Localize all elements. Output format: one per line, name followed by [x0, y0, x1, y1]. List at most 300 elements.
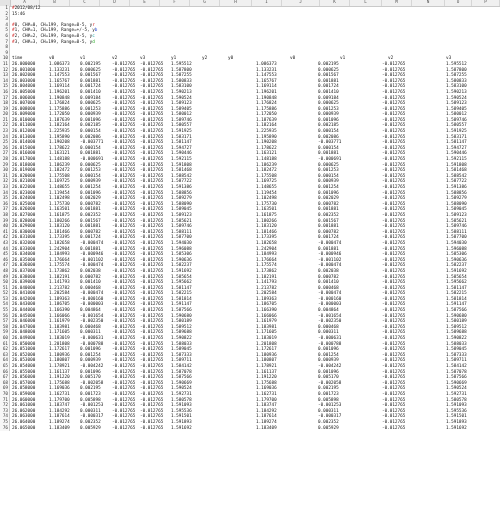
- table-cell[interactable]: -0.012765: [382, 341, 406, 347]
- table-cell[interactable]: -0.012765: [382, 324, 406, 330]
- table-cell[interactable]: -0.012765: [382, 95, 406, 101]
- table-cell[interactable]: 1.587255: [446, 73, 467, 79]
- row-number[interactable]: 67: [0, 375, 10, 381]
- channel-config-cell[interactable]: #0, CH#=0, CH=199, Range=0-5, yr: [12, 22, 95, 28]
- table-cell[interactable]: 1.182658: [49, 240, 70, 246]
- table-cell[interactable]: 1.119454: [49, 190, 70, 196]
- table-cell[interactable]: 0.001253: [318, 106, 339, 112]
- table-cell[interactable]: -0.012765: [112, 78, 136, 84]
- table-cell[interactable]: 1.585306: [171, 252, 192, 258]
- row-number[interactable]: 35: [0, 196, 10, 202]
- table-cell[interactable]: 1.588111: [171, 229, 192, 235]
- table-cell[interactable]: -0.012765: [140, 313, 164, 319]
- table-cell[interactable]: -0.012765: [382, 106, 406, 112]
- table-cell[interactable]: -0.012765: [382, 224, 406, 230]
- table-cell[interactable]: 0.001096: [80, 347, 101, 353]
- table-cell[interactable]: 0.002029: [318, 196, 339, 202]
- table-cell[interactable]: 1.587700: [446, 235, 467, 241]
- table-cell[interactable]: 26.052000: [12, 352, 36, 358]
- table-cell[interactable]: 26.055000: [12, 369, 36, 375]
- table-cell[interactable]: -0.012765: [382, 252, 406, 258]
- table-cell[interactable]: 1.589711: [446, 358, 467, 364]
- table-cell[interactable]: -0.000631: [80, 336, 104, 342]
- table-cell[interactable]: 0.000154: [318, 145, 339, 151]
- table-cell[interactable]: 0.001723: [80, 391, 101, 397]
- table-cell[interactable]: 1.587800: [446, 67, 467, 73]
- table-cell[interactable]: 26.049000: [12, 336, 36, 342]
- table-cell[interactable]: 0.001096: [318, 369, 339, 375]
- table-cell[interactable]: 1.183409: [49, 425, 70, 431]
- table-cell[interactable]: 1.580012: [171, 112, 192, 118]
- table-cell[interactable]: -0.012765: [382, 263, 406, 269]
- table-cell[interactable]: -0.012765: [112, 397, 136, 403]
- column-header[interactable]: N: [412, 0, 445, 6]
- table-cell[interactable]: -0.012765: [382, 352, 406, 358]
- table-cell[interactable]: 0.002352: [80, 419, 101, 425]
- row-number[interactable]: 56: [0, 314, 10, 320]
- table-cell[interactable]: 26.024000: [12, 196, 36, 202]
- table-cell[interactable]: -0.012765: [112, 403, 136, 409]
- table-cell[interactable]: 1.582237: [446, 263, 467, 269]
- table-cell[interactable]: 1.175688: [256, 380, 277, 386]
- table-cell[interactable]: -0.012765: [140, 285, 164, 291]
- table-cell[interactable]: 1.580578: [171, 397, 192, 403]
- table-cell[interactable]: -0.012765: [382, 386, 406, 392]
- table-cell[interactable]: -0.012765: [140, 201, 164, 207]
- table-cell[interactable]: -0.012765: [140, 280, 164, 286]
- table-cell[interactable]: -0.012765: [382, 168, 406, 174]
- table-cell[interactable]: 1.119454: [256, 190, 277, 196]
- table-cell[interactable]: 0.001567: [318, 218, 339, 224]
- table-cell[interactable]: 1.190208: [256, 140, 277, 146]
- table-cell[interactable]: 26.009000: [12, 112, 36, 118]
- table-cell[interactable]: 1.195890: [49, 134, 70, 140]
- table-cell[interactable]: -0.012765: [382, 391, 406, 397]
- table-cell[interactable]: 1.147553: [256, 73, 277, 79]
- table-cell[interactable]: 1.196201: [256, 89, 277, 95]
- table-cell[interactable]: 1.589746: [171, 224, 192, 230]
- column-header[interactable]: L: [350, 0, 382, 6]
- table-cell[interactable]: 1.590446: [446, 151, 467, 157]
- table-cell[interactable]: -0.012765: [140, 296, 164, 302]
- table-cell[interactable]: 26.015000: [12, 145, 36, 151]
- row-number[interactable]: 49: [0, 275, 10, 281]
- table-cell[interactable]: 1.590524: [446, 386, 467, 392]
- table-cell[interactable]: 1.589123: [446, 212, 467, 218]
- table-cell[interactable]: -0.012765: [112, 425, 136, 431]
- channel-config-cell[interactable]: #2, CH#=2, CH=199, Range=0-5, yc: [12, 33, 95, 39]
- row-number[interactable]: 27: [0, 151, 10, 157]
- table-cell[interactable]: 1.195890: [256, 134, 277, 140]
- table-cell[interactable]: 26.065000: [12, 425, 36, 431]
- table-cell[interactable]: 1.178921: [49, 364, 70, 369]
- table-cell[interactable]: 1.589405: [446, 106, 467, 112]
- table-cell[interactable]: 0.005898: [318, 397, 339, 403]
- table-cell[interactable]: 0.005170: [80, 375, 101, 381]
- table-cell[interactable]: 0.001410: [80, 280, 101, 286]
- table-cell[interactable]: 26.029000: [12, 224, 36, 230]
- table-cell[interactable]: -0.012765: [140, 291, 164, 297]
- table-cell[interactable]: -0.000946: [318, 252, 342, 258]
- table-cell[interactable]: 0.002038: [318, 268, 339, 274]
- table-cell[interactable]: -0.012765: [112, 369, 136, 375]
- table-cell[interactable]: 0.001253: [80, 106, 101, 112]
- table-header-cell[interactable]: v2: [388, 56, 394, 62]
- table-cell[interactable]: -0.000788: [318, 341, 342, 347]
- table-cell[interactable]: 1.580557: [171, 123, 192, 129]
- table-cell[interactable]: 26.027000: [12, 212, 36, 218]
- row-number[interactable]: 4: [0, 23, 10, 29]
- table-cell[interactable]: -0.000003: [318, 302, 342, 308]
- table-cell[interactable]: 1.182472: [256, 168, 277, 174]
- table-cell[interactable]: -0.012765: [112, 112, 136, 118]
- table-cell[interactable]: 1.102498: [256, 196, 277, 202]
- table-cell[interactable]: 1.183747: [49, 403, 70, 409]
- table-cell[interactable]: 1.580189: [446, 319, 467, 325]
- row-number[interactable]: 51: [0, 286, 10, 292]
- table-cell[interactable]: 1.591692: [171, 425, 192, 431]
- table-cell[interactable]: -0.012765: [112, 268, 136, 274]
- table-cell[interactable]: -0.000691: [318, 157, 342, 163]
- table-cell[interactable]: 1.588090: [171, 201, 192, 207]
- table-cell[interactable]: -0.012765: [112, 313, 136, 319]
- table-cell[interactable]: -0.012765: [382, 274, 406, 280]
- table-cell[interactable]: -0.012765: [382, 291, 406, 297]
- table-cell[interactable]: -0.012765: [382, 123, 406, 129]
- row-number[interactable]: 58: [0, 325, 10, 331]
- table-cell[interactable]: 0.001254: [318, 352, 339, 358]
- row-number[interactable]: 65: [0, 364, 10, 370]
- table-cell[interactable]: -0.012765: [140, 257, 164, 263]
- table-cell[interactable]: 0.002086: [318, 134, 339, 140]
- table-cell[interactable]: -0.000160: [80, 296, 104, 302]
- table-cell[interactable]: -0.012765: [140, 308, 164, 314]
- table-cell[interactable]: -0.012765: [140, 252, 164, 258]
- row-number[interactable]: 61: [0, 342, 10, 348]
- table-cell[interactable]: -0.000160: [318, 296, 342, 302]
- table-cell[interactable]: 1.587333: [171, 352, 192, 358]
- table-cell[interactable]: -0.000474: [80, 291, 104, 297]
- table-cell[interactable]: -0.012765: [140, 274, 164, 280]
- table-cell[interactable]: 1.169036: [49, 386, 70, 392]
- table-cell[interactable]: 1.584142: [446, 364, 467, 369]
- column-header[interactable]: I: [252, 0, 282, 6]
- table-cell[interactable]: -0.012765: [112, 145, 136, 151]
- table-cell[interactable]: 1.581147: [446, 140, 467, 146]
- table-cell[interactable]: 1.187614: [49, 414, 70, 420]
- table-cell[interactable]: 1.242904: [256, 246, 277, 252]
- table-cell[interactable]: -0.012765: [140, 352, 164, 358]
- table-cell[interactable]: 26.012000: [12, 129, 36, 135]
- table-cell[interactable]: -0.012765: [382, 145, 406, 151]
- column-header[interactable]: P: [472, 0, 500, 6]
- table-cell[interactable]: -0.012765: [382, 61, 406, 67]
- table-cell[interactable]: 0.000625: [318, 162, 339, 168]
- table-cell[interactable]: 1.588542: [171, 173, 192, 179]
- table-cell[interactable]: 1.588090: [446, 201, 467, 207]
- table-cell[interactable]: -0.012765: [112, 358, 136, 364]
- table-cell[interactable]: -0.012765: [112, 151, 136, 157]
- column-header[interactable]: E: [130, 0, 160, 6]
- table-cell[interactable]: 1.184292: [256, 408, 277, 414]
- table-cell[interactable]: -0.012765: [112, 285, 136, 291]
- table-cell[interactable]: 1.184993: [256, 252, 277, 258]
- table-cell[interactable]: -0.012765: [112, 308, 136, 314]
- table-cell[interactable]: 1.588111: [446, 229, 467, 235]
- table-cell[interactable]: -0.012765: [382, 140, 406, 146]
- table-cell[interactable]: -0.000474: [318, 240, 342, 246]
- table-cell[interactable]: 1.133231: [256, 67, 277, 73]
- table-cell[interactable]: -0.012765: [140, 212, 164, 218]
- table-cell[interactable]: -0.012765: [112, 117, 136, 123]
- table-cell[interactable]: 1.166066: [49, 313, 70, 319]
- table-cell[interactable]: -0.012765: [382, 364, 406, 369]
- table-cell[interactable]: 1.201808: [49, 341, 70, 347]
- table-cell[interactable]: -0.012765: [382, 201, 406, 207]
- table-cell[interactable]: 0.002185: [80, 123, 101, 129]
- table-cell[interactable]: -0.012765: [140, 235, 164, 241]
- table-header-cell[interactable]: v0: [290, 56, 296, 62]
- table-cell[interactable]: 26.060000: [12, 397, 36, 403]
- table-cell[interactable]: 1.589045: [446, 347, 467, 353]
- table-cell[interactable]: 1.191220: [49, 375, 70, 381]
- table-cell[interactable]: -0.012765: [382, 280, 406, 286]
- table-cell[interactable]: 0.001723: [318, 391, 339, 397]
- table-cell[interactable]: 26.007000: [12, 101, 36, 107]
- table-cell[interactable]: 1.587333: [446, 352, 467, 358]
- table-cell[interactable]: 1.165767: [49, 78, 70, 84]
- table-cell[interactable]: 26.063000: [12, 414, 36, 420]
- table-cell[interactable]: -0.012765: [140, 61, 164, 67]
- table-cell[interactable]: -0.012765: [382, 207, 406, 213]
- table-cell[interactable]: 26.014000: [12, 140, 36, 146]
- table-cell[interactable]: 26.054000: [12, 364, 36, 369]
- table-cell[interactable]: 1.141793: [256, 280, 277, 286]
- table-cell[interactable]: 0.001881: [80, 151, 101, 157]
- table-cell[interactable]: 0.000939: [80, 112, 101, 118]
- table-cell[interactable]: 1.180936: [256, 352, 277, 358]
- table-cell[interactable]: 1.161875: [256, 212, 277, 218]
- table-cell[interactable]: 1.594030: [171, 240, 192, 246]
- date-cell[interactable]: #2012/08/12: [12, 6, 41, 11]
- table-cell[interactable]: 0.000939: [80, 179, 101, 185]
- table-cell[interactable]: -0.000474: [318, 263, 342, 269]
- table-cell[interactable]: 1.187639: [49, 117, 70, 123]
- table-cell[interactable]: -0.012765: [140, 78, 164, 84]
- table-cell[interactable]: 1.178622: [49, 145, 70, 151]
- table-cell[interactable]: -0.012765: [382, 257, 406, 263]
- table-cell[interactable]: 26.041000: [12, 291, 36, 297]
- table-cell[interactable]: 26.047000: [12, 324, 36, 330]
- row-number[interactable]: 1: [0, 6, 10, 12]
- table-cell[interactable]: 26.030000: [12, 229, 36, 235]
- table-cell[interactable]: 1.163501: [256, 207, 277, 213]
- table-cell[interactable]: -0.012765: [112, 229, 136, 235]
- table-cell[interactable]: 1.175688: [49, 380, 70, 386]
- table-cell[interactable]: -0.012765: [112, 185, 136, 190]
- table-cell[interactable]: 26.005000: [12, 89, 36, 95]
- column-header[interactable]: M: [382, 0, 412, 6]
- table-cell[interactable]: 0.005929: [318, 425, 339, 431]
- row-number[interactable]: 43: [0, 241, 10, 247]
- table-cell[interactable]: -0.002350: [80, 319, 104, 325]
- table-cell[interactable]: 1.583100: [171, 84, 192, 90]
- table-cell[interactable]: -0.012765: [140, 179, 164, 185]
- table-cell[interactable]: 0.002038: [80, 268, 101, 274]
- table-cell[interactable]: 1.148188: [256, 157, 277, 163]
- row-number[interactable]: 72: [0, 403, 10, 409]
- table-cell[interactable]: -0.012765: [112, 67, 136, 73]
- row-number[interactable]: 48: [0, 269, 10, 275]
- table-cell[interactable]: 1.169725: [256, 179, 277, 185]
- table-cell[interactable]: -0.012765: [112, 280, 136, 286]
- table-cell[interactable]: 0.000154: [80, 145, 101, 151]
- table-cell[interactable]: 1.190208: [49, 140, 70, 146]
- table-cell[interactable]: -0.012765: [140, 229, 164, 235]
- table-cell[interactable]: 0.000468: [318, 285, 339, 291]
- table-header-cell[interactable]: y1: [171, 56, 177, 62]
- table-cell[interactable]: 1.161979: [49, 319, 70, 325]
- table-cell[interactable]: -0.001253: [80, 403, 104, 409]
- row-number[interactable]: 64: [0, 358, 10, 364]
- table-cell[interactable]: 1.589123: [446, 101, 467, 107]
- table-cell[interactable]: 1.590680: [446, 313, 467, 319]
- table-cell[interactable]: 26.032000: [12, 240, 36, 246]
- table-cell[interactable]: -0.012765: [382, 84, 406, 90]
- table-cell[interactable]: 0.001567: [80, 218, 101, 224]
- row-number[interactable]: 24: [0, 135, 10, 141]
- table-cell[interactable]: 1.591808: [171, 162, 192, 168]
- table-cell[interactable]: 26.002000: [12, 73, 36, 79]
- table-cell[interactable]: -0.012765: [112, 190, 136, 196]
- table-cell[interactable]: 1.161875: [49, 212, 70, 218]
- table-cell[interactable]: -0.012765: [112, 61, 136, 67]
- table-cell[interactable]: -0.012765: [382, 285, 406, 291]
- table-cell[interactable]: 1.583171: [171, 134, 192, 140]
- table-cell[interactable]: 0.000939: [80, 358, 101, 364]
- table-cell[interactable]: 1.590446: [171, 151, 192, 157]
- table-cell[interactable]: -0.012765: [382, 212, 406, 218]
- table-cell[interactable]: -0.012765: [112, 291, 136, 297]
- table-cell[interactable]: -0.012765: [382, 397, 406, 403]
- table-cell[interactable]: 1.596088: [171, 246, 192, 252]
- row-number[interactable]: 38: [0, 213, 10, 219]
- table-cell[interactable]: 1.591501: [446, 414, 467, 420]
- table-cell[interactable]: -0.012765: [382, 308, 406, 314]
- table-cell[interactable]: -0.012765: [140, 218, 164, 224]
- table-cell[interactable]: 1.172617: [49, 347, 70, 353]
- table-cell[interactable]: 1.161137: [49, 369, 70, 375]
- row-number[interactable]: 28: [0, 157, 10, 163]
- table-cell[interactable]: 1.173862: [256, 268, 277, 274]
- table-cell[interactable]: 1.590213: [171, 89, 192, 95]
- table-cell[interactable]: 0.002195: [80, 386, 101, 392]
- table-cell[interactable]: 1.587566: [171, 375, 192, 381]
- table-cell[interactable]: 0.002195: [318, 386, 339, 392]
- table-cell[interactable]: 1.147553: [49, 73, 70, 79]
- row-number[interactable]: 23: [0, 129, 10, 135]
- table-cell[interactable]: 1.176824: [256, 101, 277, 107]
- table-cell[interactable]: -0.012765: [140, 196, 164, 202]
- table-cell[interactable]: -0.012765: [112, 336, 136, 342]
- row-number[interactable]: 34: [0, 191, 10, 197]
- table-cell[interactable]: 0.002185: [318, 123, 339, 129]
- table-cell[interactable]: -0.012765: [112, 408, 136, 414]
- table-cell[interactable]: -0.012765: [140, 263, 164, 269]
- row-number[interactable]: 10: [0, 56, 10, 62]
- row-number[interactable]: 57: [0, 319, 10, 325]
- table-cell[interactable]: -0.012765: [140, 336, 164, 342]
- table-cell[interactable]: -0.001253: [318, 403, 342, 409]
- table-cell[interactable]: 1.585306: [446, 252, 467, 258]
- table-cell[interactable]: 1.591692: [446, 268, 467, 274]
- table-cell[interactable]: 1.592115: [171, 157, 192, 163]
- table-cell[interactable]: 1.589045: [171, 347, 192, 353]
- table-cell[interactable]: -0.002058: [318, 380, 342, 386]
- column-header[interactable]: G: [190, 0, 220, 6]
- table-cell[interactable]: -0.012765: [382, 302, 406, 308]
- table-cell[interactable]: -0.012765: [112, 162, 136, 168]
- row-number[interactable]: 70: [0, 392, 10, 398]
- table-cell[interactable]: 1.166390: [49, 308, 70, 314]
- table-cell[interactable]: 0.000311: [80, 330, 101, 336]
- table-cell[interactable]: 1.182472: [49, 168, 70, 174]
- table-cell[interactable]: 0.001096: [318, 190, 339, 196]
- table-cell[interactable]: 1.589746: [171, 117, 192, 123]
- table-cell[interactable]: 1.182191: [256, 274, 277, 280]
- table-cell[interactable]: 1.169036: [256, 386, 277, 392]
- row-number[interactable]: 53: [0, 297, 10, 303]
- table-cell[interactable]: 1.176664: [256, 257, 277, 263]
- table-cell[interactable]: 1.186705: [49, 302, 70, 308]
- table-cell[interactable]: -0.012765: [140, 162, 164, 168]
- table-cell[interactable]: 1.163121: [49, 151, 70, 157]
- row-number[interactable]: 71: [0, 398, 10, 404]
- table-cell[interactable]: 1.589279: [446, 196, 467, 202]
- table-cell[interactable]: -0.012765: [382, 268, 406, 274]
- table-cell[interactable]: -0.012765: [112, 347, 136, 353]
- table-cell[interactable]: -0.012765: [382, 101, 406, 107]
- table-cell[interactable]: -0.012765: [140, 95, 164, 101]
- table-cell[interactable]: -0.003771: [80, 140, 104, 146]
- table-cell[interactable]: 1.201808: [256, 341, 277, 347]
- table-cell[interactable]: -0.012765: [140, 380, 164, 386]
- table-cell[interactable]: -0.012765: [140, 319, 164, 325]
- table-cell[interactable]: -0.012765: [140, 67, 164, 73]
- table-cell[interactable]: -0.012765: [140, 246, 164, 252]
- table-cell[interactable]: 1.242904: [49, 246, 70, 252]
- table-cell[interactable]: -0.012765: [382, 403, 406, 409]
- row-number[interactable]: 20: [0, 112, 10, 118]
- table-cell[interactable]: -0.012765: [140, 302, 164, 308]
- row-number[interactable]: 26: [0, 146, 10, 152]
- table-cell[interactable]: 1.141793: [49, 280, 70, 286]
- table-cell[interactable]: -0.012765: [140, 168, 164, 174]
- table-cell[interactable]: -0.012765: [382, 380, 406, 386]
- table-cell[interactable]: 1.184292: [49, 408, 70, 414]
- table-cell[interactable]: 26.020000: [12, 173, 36, 179]
- table-cell[interactable]: 1.580833: [446, 78, 467, 84]
- table-cell[interactable]: -0.000474: [80, 263, 104, 269]
- row-number[interactable]: 59: [0, 330, 10, 336]
- row-number[interactable]: 76: [0, 426, 10, 432]
- table-cell[interactable]: -0.012765: [140, 73, 164, 79]
- table-cell[interactable]: 1.589512: [446, 324, 467, 330]
- table-cell[interactable]: -0.012765: [140, 207, 164, 213]
- time-cell[interactable]: 15:46: [12, 11, 25, 17]
- table-cell[interactable]: -0.012765: [112, 235, 136, 241]
- table-cell[interactable]: 26.016000: [12, 151, 36, 157]
